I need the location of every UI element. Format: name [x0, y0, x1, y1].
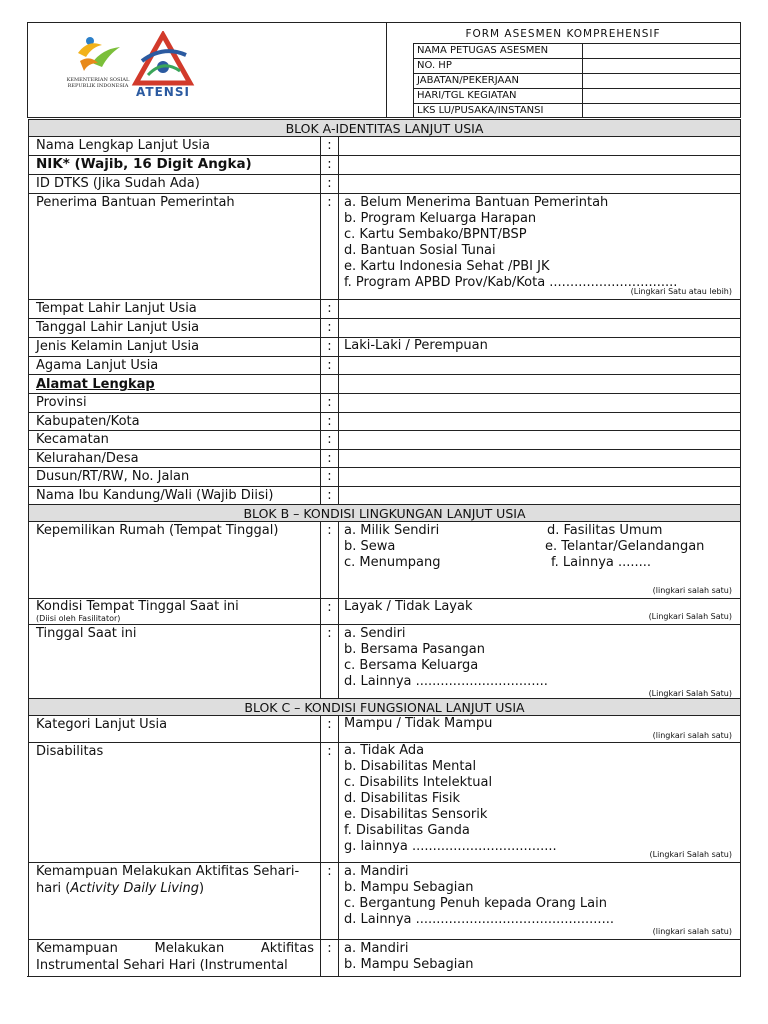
- option-item[interactable]: b. Sewa: [344, 539, 396, 554]
- field-value[interactable]: [339, 599, 740, 624]
- row-nik[interactable]: [29, 156, 740, 175]
- field-label: [29, 375, 321, 393]
- option-item[interactable]: c. Disabilits Intelektual: [344, 775, 493, 790]
- header-field-label: NAMA PETUGAS ASESMEN: [413, 44, 583, 58]
- instruction-note: (Lingkari Satu atau lebih): [630, 287, 732, 296]
- form-title: FORM ASESMEN KOMPREHENSIF: [465, 28, 661, 40]
- option-item[interactable]: b. Program Keluarga Harapan: [344, 211, 537, 226]
- field-label-line: Kemampuan Melakukan Aktifitas Sehari-: [36, 864, 300, 879]
- field-label: [29, 940, 321, 977]
- option-item[interactable]: a. Milik Sendiri: [344, 523, 440, 538]
- field-options: [339, 863, 740, 939]
- field-label: [29, 156, 321, 174]
- header-fields: [386, 23, 740, 117]
- form-body: [28, 119, 741, 977]
- colon: :: [321, 319, 339, 337]
- option-item[interactable]: d. Fasilitas Umum: [547, 523, 663, 538]
- field-label: Disabilitas: [29, 743, 321, 862]
- option-item[interactable]: a. Mandiri: [344, 864, 409, 879]
- field-value-text[interactable]: Mampu / Tidak Mampu: [344, 716, 493, 731]
- colon: :: [321, 743, 339, 862]
- header-field-label: JABATAN/PEKERJAAN: [413, 74, 583, 88]
- field-value[interactable]: [339, 300, 740, 318]
- colon: :: [321, 413, 339, 430]
- option-item[interactable]: g. lainnya ...................................: [344, 839, 557, 854]
- option-item[interactable]: c. Bergantung Penuh kepada Orang Lain: [344, 896, 607, 911]
- field-label: Kepemilikan Rumah (Tempat Tinggal): [29, 522, 321, 598]
- kemensos-logo-text: KEMENTERIAN SOSIAL REPUBLIK INDONESIA: [66, 77, 130, 89]
- instruction-note: (Lingkari Salah Satu): [648, 612, 732, 621]
- header-field-row[interactable]: [413, 43, 741, 58]
- field-value: [339, 375, 740, 393]
- field-options: [339, 625, 740, 701]
- atensi-emblem-icon: [128, 31, 198, 87]
- field-label: Agama Lanjut Usia: [29, 357, 321, 374]
- field-value[interactable]: [339, 175, 740, 193]
- field-value[interactable]: [339, 156, 740, 174]
- row-tempat-lahir[interactable]: [29, 300, 740, 319]
- field-value[interactable]: [339, 716, 740, 742]
- row-bantuan[interactable]: [29, 194, 740, 300]
- option-item[interactable]: d. Lainnya ................................: [344, 674, 548, 689]
- header-field-label: HARI/TGL KEGIATAN: [413, 89, 583, 103]
- field-value[interactable]: [339, 413, 740, 430]
- options-right: [547, 523, 737, 571]
- kemensos-emblem-icon: [58, 33, 138, 77]
- field-label-text: Kondisi Tempat Tinggal Saat ini: [36, 599, 239, 614]
- kemensos-logo: [58, 33, 138, 107]
- field-label: Kecamatan: [29, 431, 321, 449]
- field-label: Dusun/RT/RW, No. Jalan: [29, 468, 321, 486]
- colon: :: [321, 522, 339, 598]
- row-provinsi[interactable]: [29, 394, 740, 413]
- field-label-line: [36, 880, 314, 897]
- colon-cell: [321, 375, 339, 393]
- colon: :: [321, 300, 339, 318]
- field-label: Kategori Lanjut Usia: [29, 716, 321, 742]
- row-alamat: [29, 375, 740, 394]
- option-item[interactable]: b. Mampu Sebagian: [344, 957, 474, 972]
- row-tanggal-lahir[interactable]: [29, 319, 740, 338]
- option-item[interactable]: a. Sendiri: [344, 626, 406, 641]
- instruction-note: (Lingkari Salah satu): [649, 850, 732, 859]
- form-bottom-border: [27, 976, 741, 977]
- field-value[interactable]: [339, 431, 740, 449]
- field-value[interactable]: Laki-Laki / Perempuan: [344, 338, 488, 353]
- colon: :: [321, 940, 339, 977]
- option-item[interactable]: e. Kartu Indonesia Sehat /PBI JK: [344, 259, 550, 274]
- field-options: [339, 940, 740, 977]
- field-label: ID DTKS (Jika Sudah Ada): [29, 175, 321, 193]
- instruction-note: (lingkari salah satu): [652, 731, 732, 740]
- options-left: [344, 523, 544, 571]
- field-label: Tempat Lahir Lanjut Usia: [29, 300, 321, 318]
- instruction-note: (Lingkari Salah Satu): [648, 689, 732, 698]
- label-text: ): [199, 881, 205, 896]
- row-kategori[interactable]: [29, 716, 740, 743]
- section-title-blok-a: BLOK A-IDENTITAS LANJUT USIA: [29, 119, 740, 137]
- option-item[interactable]: d. Bantuan Sosial Tunai: [344, 243, 496, 258]
- option-item[interactable]: b. Mampu Sebagian: [344, 880, 474, 895]
- field-label: Jenis Kelamin Lanjut Usia: [29, 338, 321, 356]
- option-item[interactable]: e. Disabilitas Sensorik: [344, 807, 488, 822]
- field-label-line: Instrumental Sehari Hari (Instrumental: [36, 958, 288, 973]
- row-kelurahan[interactable]: [29, 450, 740, 468]
- atensi-logo-text: ATENSI: [136, 85, 190, 99]
- colon: :: [321, 137, 339, 155]
- colon: :: [321, 338, 339, 356]
- field-label: Kabupaten/Kota: [29, 413, 321, 430]
- header-field-label: NO. HP: [413, 59, 583, 73]
- colon: :: [321, 357, 339, 374]
- field-value[interactable]: [339, 468, 740, 486]
- colon: :: [321, 394, 339, 412]
- colon: :: [321, 450, 339, 467]
- logo-area: [28, 23, 386, 117]
- header-field-row[interactable]: [413, 88, 741, 103]
- field-options: [339, 522, 740, 598]
- field-label: Nama Lengkap Lanjut Usia: [29, 137, 321, 155]
- colon: :: [321, 863, 339, 939]
- field-value[interactable]: [339, 357, 740, 374]
- option-item[interactable]: f. Disabilitas Ganda: [344, 823, 470, 838]
- row-jenis-kelamin[interactable]: [29, 338, 740, 357]
- instruction-note: (lingkari salah satu): [652, 586, 732, 595]
- option-item[interactable]: d. Disabilitas Fisik: [344, 791, 460, 806]
- field-label: Nama Ibu Kandung/Wali (Wajib Diisi): [29, 487, 321, 504]
- row-dusun[interactable]: [29, 468, 740, 487]
- colon: :: [321, 625, 339, 701]
- field-options: [339, 743, 740, 862]
- option-item[interactable]: a. Belum Menerima Bantuan Pemerintah: [344, 195, 609, 210]
- row-iadl[interactable]: [29, 940, 740, 977]
- field-label-text: NIK* (Wajib, 16 Digit Angka): [36, 156, 252, 172]
- row-nama[interactable]: [29, 137, 740, 156]
- field-label: Kelurahan/Desa: [29, 450, 321, 467]
- option-item[interactable]: c. Menumpang: [344, 555, 441, 570]
- option-item[interactable]: c. Bersama Keluarga: [344, 658, 479, 673]
- field-label: [29, 599, 321, 624]
- option-item[interactable]: b. Bersama Pasangan: [344, 642, 485, 657]
- row-dtks[interactable]: [29, 175, 740, 194]
- field-value-text[interactable]: Layak / Tidak Layak: [344, 599, 473, 614]
- row-kecamatan[interactable]: [29, 431, 740, 450]
- field-label: [29, 863, 321, 939]
- header-field-row[interactable]: [413, 103, 741, 118]
- form-header: [27, 22, 741, 118]
- option-item[interactable]: f. Lainnya ........: [551, 555, 652, 570]
- field-label: Penerima Bantuan Pemerintah: [29, 194, 321, 299]
- colon: :: [321, 599, 339, 624]
- option-item[interactable]: f. Program APBD Prov/Kab/Kota ...............................: [344, 275, 678, 290]
- field-label-line: Kemampuan Melakukan Aktifitas: [36, 941, 314, 956]
- header-field-row[interactable]: [413, 58, 741, 73]
- colon: :: [321, 431, 339, 449]
- option-item[interactable]: e. Telantar/Gelandangan: [545, 539, 705, 554]
- option-item[interactable]: c. Kartu Sembako/BPNT/BSP: [344, 227, 527, 242]
- row-agama[interactable]: [29, 357, 740, 375]
- row-disabilitas[interactable]: [29, 743, 740, 863]
- field-value[interactable]: [339, 394, 740, 412]
- colon: :: [321, 175, 339, 193]
- label-text: hari (: [36, 881, 71, 896]
- option-item[interactable]: b. Disabilitas Mental: [344, 759, 477, 774]
- field-label: Tanggal Lahir Lanjut Usia: [29, 319, 321, 337]
- atensi-logo: [128, 31, 198, 111]
- field-label: Provinsi: [29, 394, 321, 412]
- row-kondisi-tempat-tinggal[interactable]: [29, 599, 740, 625]
- option-item[interactable]: a. Mandiri: [344, 941, 409, 956]
- field-sublabel: (Diisi oleh Fasilitator): [36, 614, 121, 623]
- option-item[interactable]: a. Tidak Ada: [344, 743, 425, 758]
- label-italic-text: Activity Daily Living: [70, 881, 200, 896]
- section-title-blok-b: BLOK B – KONDISI LINGKUNGAN LANJUT USIA: [29, 504, 740, 522]
- colon: :: [321, 716, 339, 742]
- field-label: Tinggal Saat ini: [29, 625, 321, 701]
- field-value[interactable]: [339, 319, 740, 337]
- row-tinggal-saat-ini[interactable]: [29, 625, 740, 701]
- row-ibu[interactable]: [29, 487, 740, 504]
- field-options: [339, 194, 740, 299]
- row-kepemilikan-rumah[interactable]: [29, 522, 740, 599]
- colon: :: [321, 468, 339, 486]
- field-value[interactable]: [339, 450, 740, 467]
- row-adl[interactable]: [29, 863, 740, 940]
- colon: :: [321, 194, 339, 299]
- row-kabupaten[interactable]: [29, 413, 740, 431]
- address-heading: Alamat Lengkap: [36, 377, 155, 392]
- header-field-label: LKS LU/PUSAKA/INSTANSI: [413, 104, 583, 118]
- field-value[interactable]: [339, 487, 740, 504]
- colon: :: [321, 487, 339, 504]
- field-value[interactable]: [339, 137, 740, 155]
- colon: :: [321, 156, 339, 174]
- section-title-blok-c: BLOK C – KONDISI FUNGSIONAL LANJUT USIA: [29, 698, 740, 716]
- option-item[interactable]: d. Lainnya ................................................: [344, 912, 614, 927]
- header-field-row[interactable]: [413, 73, 741, 88]
- instruction-note: (lingkari salah satu): [652, 927, 732, 936]
